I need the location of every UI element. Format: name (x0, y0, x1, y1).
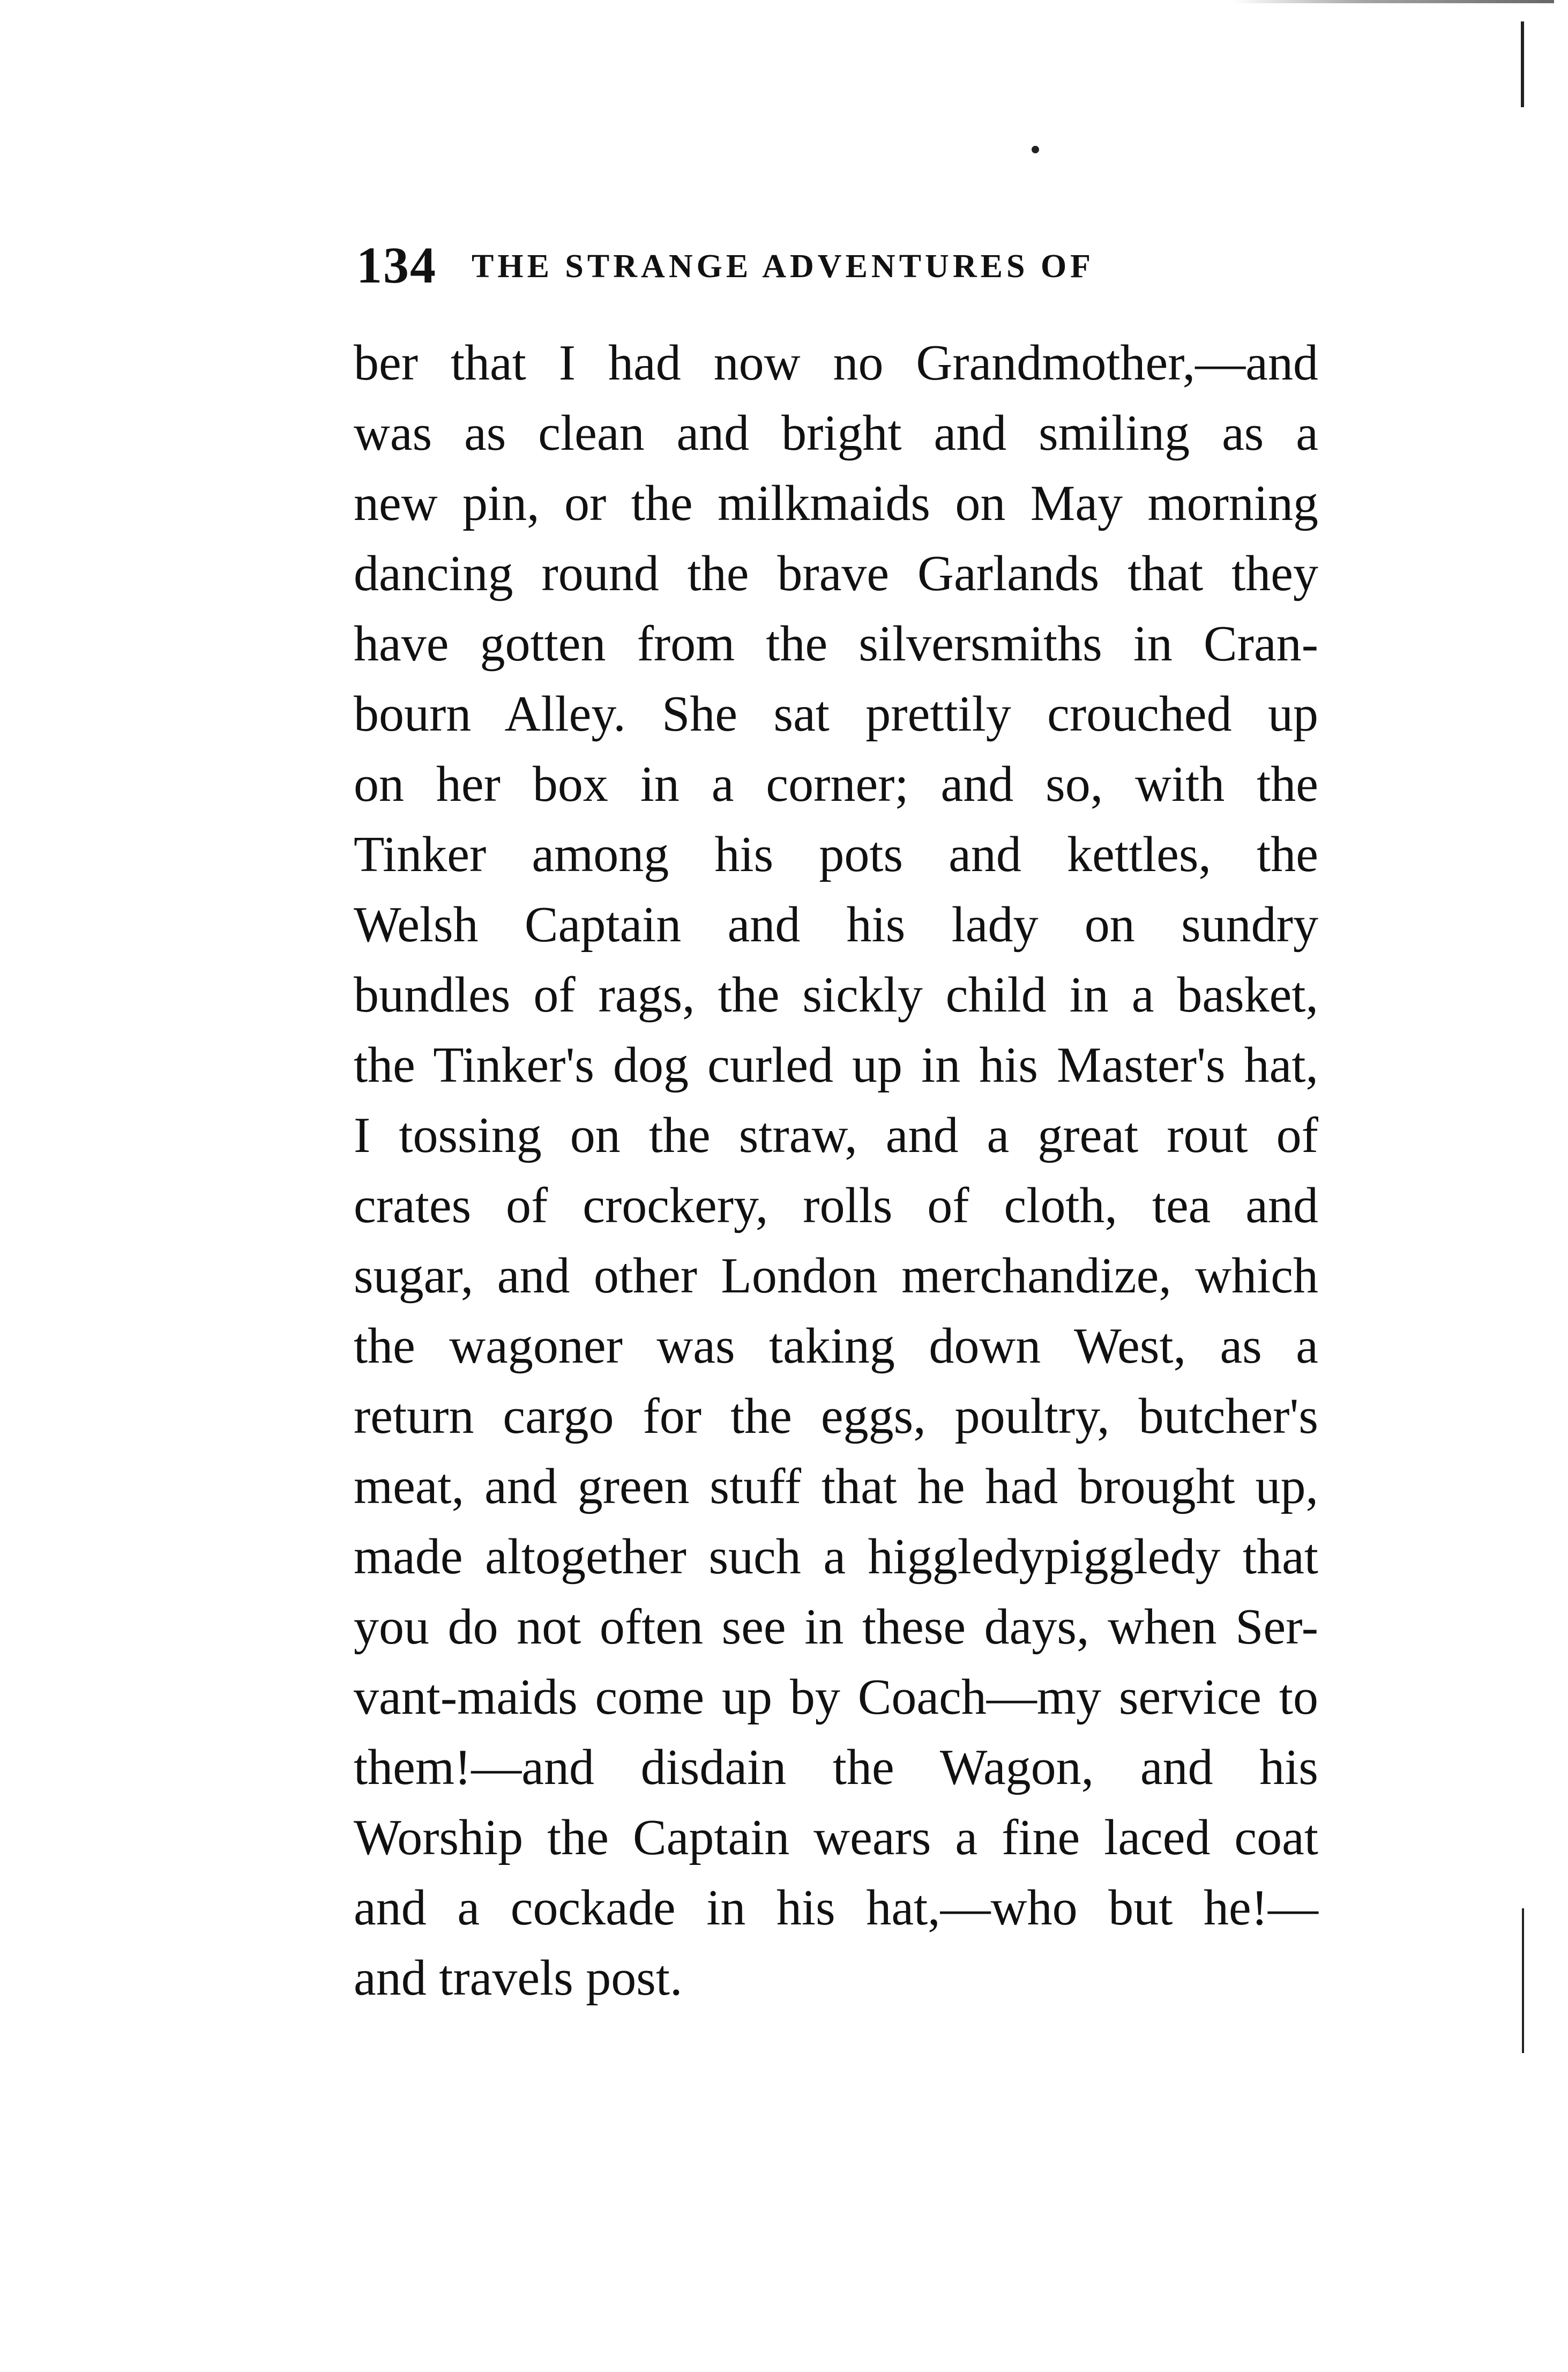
scan-edge-right-mark (1521, 21, 1524, 107)
text-line: have gotten from the silversmiths in Cran- (354, 616, 1318, 672)
running-head (356, 236, 1321, 295)
text-line: sugar, and other London merchandize, which (354, 1248, 1318, 1304)
text-line: meat, and green stuff that he had brought up, (354, 1459, 1318, 1514)
text-line: bundles of rags, the sickly child in a basket, (354, 967, 1318, 1023)
text-line: I tossing on the straw, and a great rout of (354, 1107, 1318, 1163)
text-line: was as clean and bright and smiling as a (354, 405, 1318, 461)
text-line: Worship the Captain wears a fine laced coat (354, 1810, 1318, 1865)
text-line: crates of crockery, rolls of cloth, tea and (354, 1178, 1318, 1233)
text-line: them!—and disdain the Wagon, and his (354, 1739, 1318, 1795)
scan-edge-right-mark-lower (1522, 1908, 1524, 2053)
text-line: vant-maids come up by Coach—my service to (354, 1669, 1318, 1725)
text-line: Tinker among his pots and kettles, the (354, 827, 1318, 882)
text-line: bourn Alley. She sat prettily crouched up (354, 686, 1318, 742)
text-line: made altogether such a higgledypiggledy that (354, 1529, 1318, 1585)
text-line: on her box in a corner; and so, with the (354, 756, 1318, 812)
running-title: THE STRANGE ADVENTURES OF (472, 248, 1095, 285)
text-line: Welsh Captain and his lady on sundry (354, 897, 1318, 953)
page-number: 134 (356, 236, 437, 294)
body-text (354, 328, 1318, 2013)
text-line: ber that I had now no Grandmother,—and (354, 335, 1318, 391)
text-line: you do not often see in these days, when Ser- (354, 1599, 1318, 1655)
text-line: the wagoner was taking down West, as a (354, 1318, 1318, 1374)
text-line-final: and travels post. (354, 1950, 683, 2006)
text-line: return cargo for the eggs, poultry, butcher's (354, 1388, 1318, 1444)
text-line: and a cockade in his hat,—who but he!— (354, 1880, 1318, 1936)
scan-edge-top (1233, 0, 1554, 3)
text-line: new pin, or the milkmaids on May morning (354, 475, 1318, 531)
text-line: dancing round the brave Garlands that they (354, 546, 1318, 601)
scan-speck (1032, 146, 1039, 153)
text-line: the Tinker's dog curled up in his Master's hat, (354, 1037, 1318, 1093)
